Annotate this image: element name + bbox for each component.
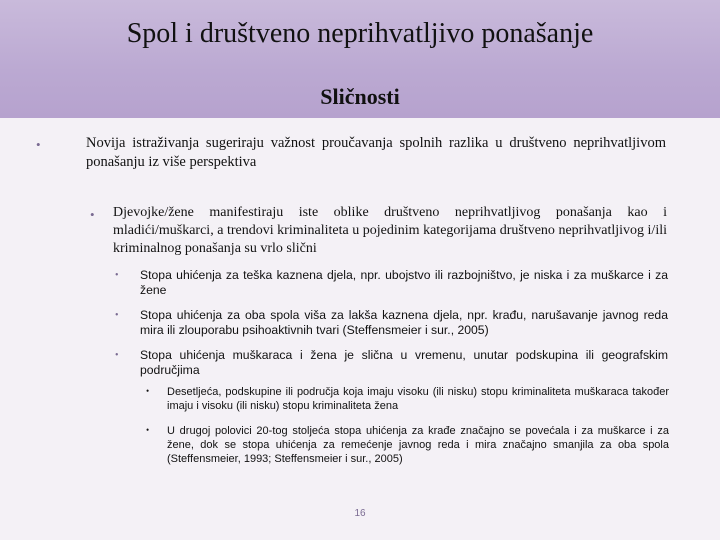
bullet-dot-icon: • <box>115 270 119 281</box>
bullet-text: Stopa uhićenja za oba spola viša za lakša kaznena djela, npr. krađu, narušavanje javnog reda mira ili zlouporabu psihoaktivnih tvari (Steffensmeier i sur., 2005) <box>140 308 668 337</box>
bullet-text: Djevojke/žene manifestiraju iste oblike društveno neprihvatljivog ponašanja kao i mladići/muškarci, a trendovi kriminaliteta u pojedinim kategorijama društveno neprihvatljivog i/ili kriminalnog ponašanja su vrlo slični <box>113 205 667 256</box>
bullet-dot-icon: • <box>115 350 119 361</box>
bullet-dot-icon: • <box>90 207 95 222</box>
bullet-text: U drugoj polovici 20-tog stoljeća stopa uhićenja za krađe značajno se povećala i za muškarce i za žene, dok se stopa uhićenja za remećenje javnog reda i mira značajno smanjila za oba spola (Steffensmeier, 1993; Steffensmeier i sur., 2005) <box>167 425 669 465</box>
bullet-text: Novija istraživanja sugeriraju važnost proučavanja spolnih razlika u društveno neprihvatljivom ponašanju iz više perspektiva <box>86 135 666 170</box>
bullet-text: Stopa uhićenja muškaraca i žena je slična u vremenu, unutar podskupina ili geografskim područjima <box>140 348 668 377</box>
bullet-text: Stopa uhićenja za teška kaznena djela, npr. ubojstvo ili razbojništvo, je niska i za muškarce i za žene <box>140 268 668 297</box>
slide-title: Spol i društveno neprihvatljivo ponašanje <box>126 18 594 49</box>
slide-content <box>0 118 720 540</box>
bullet-dot-icon: • <box>36 137 41 152</box>
bullet-dot-icon: • <box>146 386 150 396</box>
bullet-dot-icon: • <box>146 425 150 435</box>
bullet-dot-icon: • <box>115 310 119 321</box>
slide-subtitle: Sličnosti <box>320 84 400 109</box>
page-number: 16 <box>354 508 366 519</box>
bullet-text: Desetljeća, podskupine ili područja koja imaju visoku (ili nisku) stopu kriminaliteta muškaraca također imaju i visoku (ili nisku) stopu kriminaliteta žena <box>167 386 669 412</box>
